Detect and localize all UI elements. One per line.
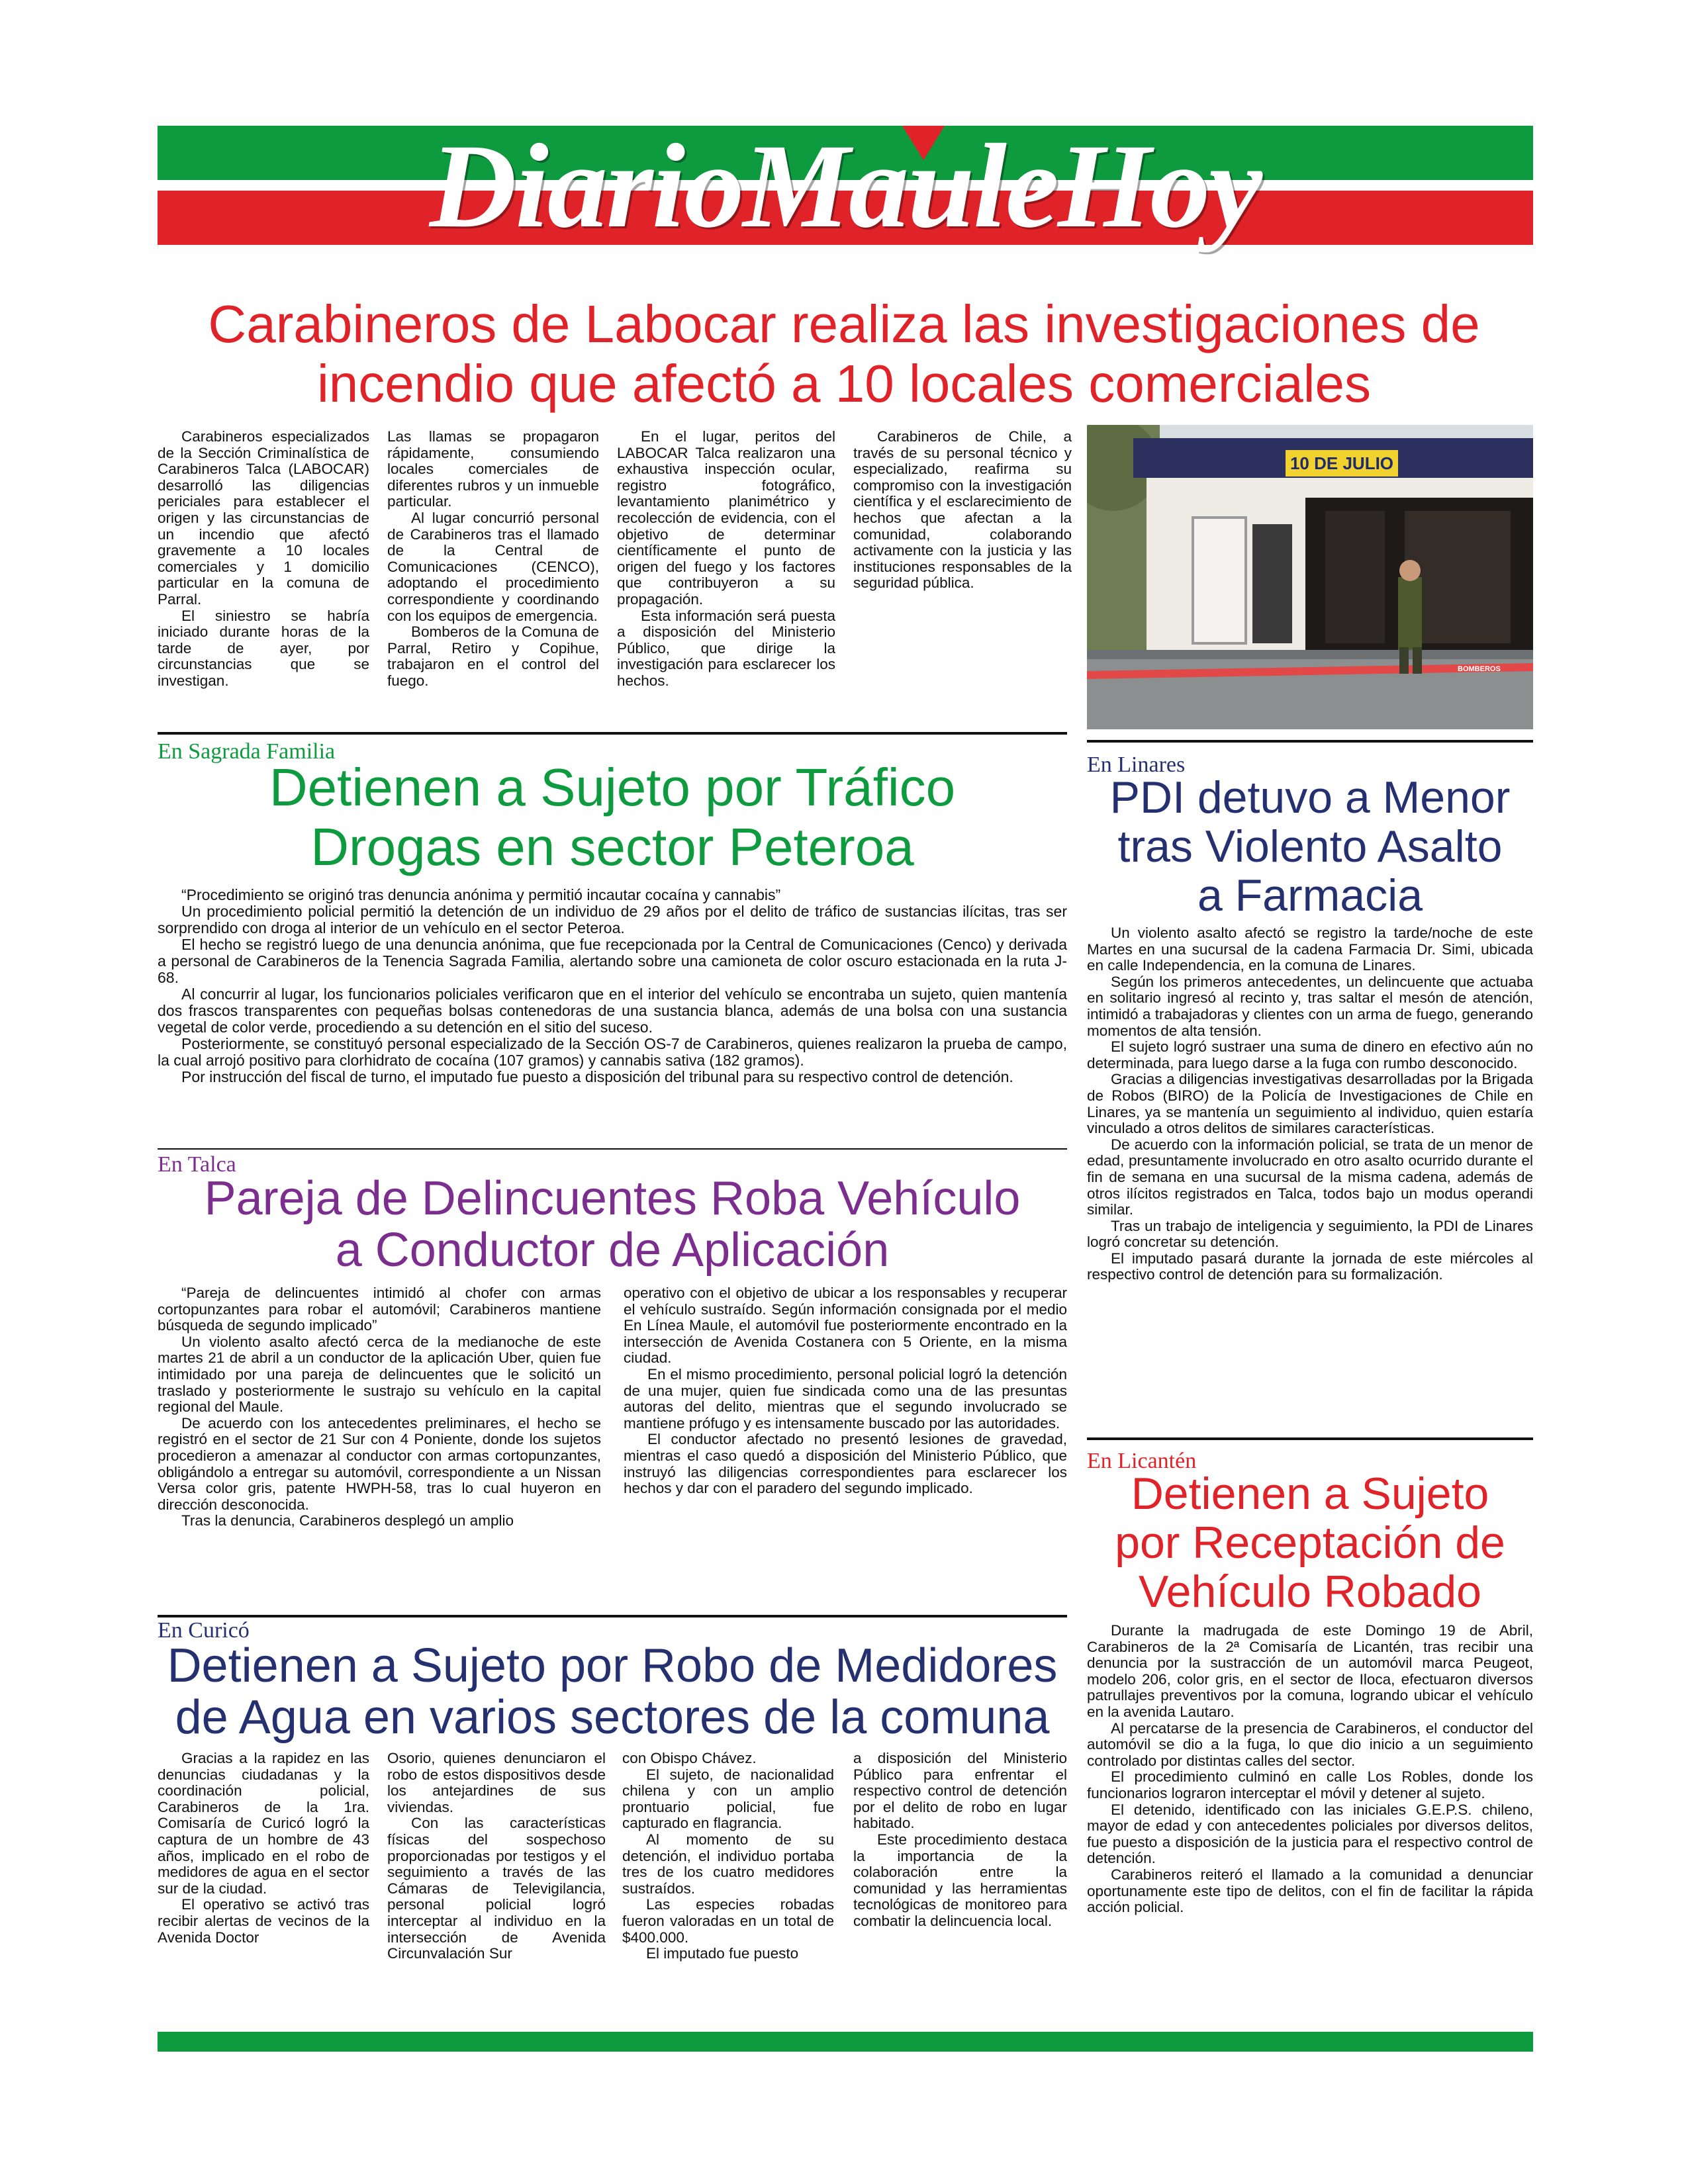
sagrada-rule xyxy=(158,1148,1067,1150)
paragraph: Durante la madrugada de este Domingo 19 de Abril, Carabineros de la 2ª Comisaría de Licantén, tras recibir una denuncia por la sustracción de un automóvil marca Peugeot, modelo 206, color gris, en el sector de Iloca, efectuaron diversos patrullajes preventivos por la comuna, logrando ubicar el vehículo en la avenida Lautaro. xyxy=(1087,1622,1533,1720)
linares-body xyxy=(1087,925,1533,1283)
paragraph: El detenido, identificado con las iniciales G.E.P.S. chileno, mayor de edad y con antecedentes policiales por diversos delitos, fue puesto a disposición de la justicia para el respectivo control de detención. xyxy=(1087,1801,1533,1867)
talca-rule xyxy=(158,1615,1067,1617)
paragraph: Al lugar concurrió personal de Carabineros tras el llamado de la Central de Comunicaciones (CENCO), adoptando el procedimiento correspondiente y coordinando con los equipos de emergencia. xyxy=(387,509,599,624)
paragraph: Gracias a diligencias investigativas desarrolladas por la Brigada de Robos (BIRO) de la Policía de Investigaciones de Chile en Linares, ya se mantenía un seguimiento al individuo, quien estaría vinculado a otros delitos de similares características. xyxy=(1087,1071,1533,1137)
paragraph: Carabineros reiteró el llamado a la comunidad a denunciar oportunamente este tipo de delitos, con el fin de facilitar la rápida acción policial. xyxy=(1087,1866,1533,1916)
paragraph: “Procedimiento se originó tras denuncia anónima y permitió incautar cocaína y cannabis” xyxy=(181,886,781,903)
curico-col-2 xyxy=(387,1751,606,1962)
licanten-kicker: En Licantén xyxy=(1087,1449,1197,1473)
paragraph: Posteriormente, se constituyó personal especializado de la Sección OS-7 de Carabineros, quienes realizaron la prueba de campo, la cual arrojó positivo para clorhidrato de cocaína (107 gramos) y cannabis sativa (182 gramos). xyxy=(158,1035,1067,1069)
licanten-body xyxy=(1087,1623,1533,1916)
paragraph: Al percatarse de la presencia de Carabineros, el conductor del automóvil se dio a la fuga, lo que dio inicio a un seguimiento controlado por distintas calles del sector. xyxy=(1087,1719,1533,1769)
footer-green-bar xyxy=(158,2032,1533,2052)
paragraph: operativo con el objetivo de ubicar a los responsables y recuperar el vehículo sustraído. Según información consignada por el medio En Línea Maule, el automóvil fue posteriormente encontrado en la intersección de Avenida Costanera con 5 Oriente, en la misma ciudad. xyxy=(624,1285,1067,1367)
paragraph: Bomberos de la Comuna de Parral, Retiro y Copihue, trabajaron en el control del fuego. xyxy=(387,623,599,689)
paragraph: Un violento asalto afectó cerca de la medianoche de este martes 21 de abril a un conductor de la aplicación Uber, quien fue intimidado por una pareja de delincuentes que le solicitó un traslado y posteriormente le sustrajo su vehículo en la capital regional del Maule. xyxy=(158,1333,601,1416)
lead-col-3 xyxy=(617,429,835,690)
paragraph: De acuerdo con la información policial, se trata de un menor de edad, presuntamente involucrado en otro asalto ocurrido durante el fin de semana en una sucursal de la misma cadena, además de otros ilícitos registrados en Talca, todos bajo un modus operandi similar. xyxy=(1087,1136,1533,1218)
masthead xyxy=(158,120,1533,253)
masthead-logo: DiarioMauleHoy xyxy=(429,120,1262,253)
lead-rule xyxy=(158,732,1067,735)
photo-sign-text: 10 DE JULIO xyxy=(1289,453,1394,473)
paragraph: El imputado pasará durante la jornada de este miércoles al respectivo control de detención para su formalización. xyxy=(1087,1250,1533,1283)
paragraph: El sujeto, de nacionalidad chilena y con un amplio prontuario policial, fue capturado en flagrancia. xyxy=(622,1766,834,1832)
lead-col-1 xyxy=(158,429,369,690)
paragraph: Al concurrir al lugar, los funcionarios policiales verificaron que en el interior del vehículo se encontraba un sujeto, quien mantenía dos frascos transparentes con pequeñas bolsas contenedoras de una sustancia blanca, además de una bolsa con una sustancia vegetal de color verde, procediendo a su detención en el sitio del suceso. xyxy=(158,985,1067,1036)
paragraph: “Pareja de delincuentes intimidó al chofer con armas cortopunzantes para robar el automóvil; Carabineros mantiene búsqueda de segundo implicado” xyxy=(158,1285,601,1334)
paragraph: Osorio, quienes denunciaron el robo de estos dispositivos desde los antejardines de sus viviendas. xyxy=(387,1750,606,1815)
talca-headline: Pareja de Delincuentes Roba Vehículo a Conductor de Aplicación xyxy=(204,1172,1021,1277)
paragraph: con Obispo Chávez. xyxy=(622,1750,757,1766)
curico-headline: Detienen a Sujeto por Robo de Medidores de Agua en varios sectores de la comuna xyxy=(167,1639,1058,1744)
paragraph: Carabineros especializados de la Sección Criminalística de Carabineros Talca (LABOCAR) desarrolló las diligencias periciales para establecer el origen y las circunstancias de un incendio que afectó gravemente a 10 locales comerciales y 1 domicilio particular en la comuna de Parral. xyxy=(158,428,369,608)
paragraph: Según los primeros antecedentes, un delincuente que actuaba en solitario ingresó al recinto y, tras saltar el mesón de atención, intimidó a trabajadoras y clientes con un arma de fuego, generando momentos de alta tensión. xyxy=(1087,973,1533,1039)
sagrada-headline: Detienen a Sujeto por Tráfico Drogas en sector Peteroa xyxy=(269,758,956,876)
paragraph: El imputado fue puesto xyxy=(646,1945,799,1962)
paragraph: De acuerdo con los antecedentes preliminares, el hecho se registró en el sector de 21 Sur con 4 Poniente, donde los sujetos procedieron a amenazar al conductor con armas cortopunzantes, obligándolo a entregar su automóvil, correspondiente a un Nissan Versa color gris, patente HWPH-58, tras lo cual huyeron en dirección desconocida. xyxy=(158,1414,601,1513)
curico-col-4 xyxy=(853,1751,1067,1930)
curico-col-3 xyxy=(622,1751,834,1962)
lead-headline: Carabineros de Labocar realiza las investigaciones de incendio que afectó a 10 locales comerciales xyxy=(208,295,1480,413)
paragraph: Al momento de su detención, el individuo portaba tres de los cuatro medidores sustraídos. xyxy=(622,1831,834,1897)
paragraph: El conductor afectado no presentó lesiones de gravedad, mientras el caso quedó a disposición del Ministerio Público, que instruyó las diligencias correspondientes para esclarecer los hechos y dar con el paradero del segundo implicado. xyxy=(624,1431,1067,1497)
paragraph: Las especies robadas fueron valoradas en un total de $400.000. xyxy=(622,1896,834,1946)
paragraph: Gracias a la rapidez en las denuncias ciudadanas y la coordinación policial, Carabineros de la 1ra. Comisaría de Curicó logró la captura de un hombre de 43 años, implicado en el robo de medidores de agua en el sector sur de la ciudad. xyxy=(158,1750,369,1897)
curico-col-1 xyxy=(158,1751,369,1946)
paragraph: Un procedimiento policial permitió la detención de un individuo de 29 años por el delito de tráfico de sustancias ilícitas, tras ser sorprendido con droga al interior de un vehículo en el sector Peteroa. xyxy=(158,903,1067,936)
paragraph: Tras un trabajo de inteligencia y seguimiento, la PDI de Linares logró concretar su detención. xyxy=(1087,1217,1533,1251)
paragraph: Carabineros de Chile, a través de su personal técnico y especializado, reafirma su compromiso con la investigación científica y el esclarecimiento de hechos que afectan a la comunidad, colaborando activamente con la justicia y las instituciones responsables de la seguridad pública. xyxy=(853,428,1072,592)
paragraph: En el lugar, peritos del LABOCAR Talca realizaron una exhaustiva inspección ocular, registro fotográfico, levantamiento planimétrico y recolección de evidencia, con el objetivo de determinar científicamente el punto de origen del fuego y los factores que contribuyeron a su propagación. xyxy=(617,428,835,608)
paragraph: El procedimiento culminó en calle Los Robles, donde los funcionarios lograron interceptar el móvil y detener al sujeto. xyxy=(1087,1768,1533,1801)
lead-photo xyxy=(1087,425,1533,729)
sagrada-body xyxy=(158,887,1067,1085)
paragraph: Esta información será puesta a disposición del Ministerio Público, que dirige la investigación para esclarecer los hechos. xyxy=(617,607,835,689)
paragraph: Un violento asalto afectó se registro la tarde/noche de este Martes en una sucursal de la cadena Farmacia Dr. Simi, ubicada en calle Independencia, en la comuna de Linares. xyxy=(1087,925,1533,974)
talca-col-1 xyxy=(158,1285,601,1529)
storefront-illustration xyxy=(1087,425,1533,729)
linares-kicker: En Linares xyxy=(1087,752,1186,777)
licanten-rule xyxy=(1087,1437,1533,1440)
lead-col-2 xyxy=(387,429,599,690)
paragraph: a disposición del Ministerio Público para enfrentar el respectivo control de detención por el delito de robo en lugar habitado. xyxy=(853,1750,1067,1832)
linares-headline: PDI detuvo a Menor tras Violento Asalto a Farmacia xyxy=(1109,772,1511,921)
paragraph: Tras la denuncia, Carabineros desplegó un amplio xyxy=(181,1512,514,1529)
paragraph: El sujeto logró sustraer una suma de dinero en efectivo aún no determinada, para luego darse a la fuga con rumbo desconocido. xyxy=(1087,1038,1533,1071)
paragraph: Por instrucción del fiscal de turno, el imputado fue puesto a disposición del tribunal para su respectivo control de detención. xyxy=(181,1068,1013,1085)
paragraph: El operativo se activó tras recibir alertas de vecinos de la Avenida Doctor xyxy=(158,1896,369,1946)
licanten-headline: Detienen a Sujeto por Receptación de Vehículo Robado xyxy=(1115,1469,1505,1617)
lead-col-4 xyxy=(853,429,1072,592)
curico-kicker: En Curicó xyxy=(158,1618,250,1643)
paragraph: El hecho se registró luego de una denuncia anónima, que fue recepcionada por la Central de Comunicaciones (Cenco) y derivada a personal de Carabineros de la Tenencia Sagrada Familia, alertando sobre una camioneta de color oscuro estacionada en la ruta J-68. xyxy=(158,936,1067,986)
linares-rule xyxy=(1087,740,1533,743)
talca-kicker: En Talca xyxy=(158,1152,236,1177)
sagrada-kicker: En Sagrada Familia xyxy=(158,739,336,764)
paragraph: Este procedimiento destaca la importancia de la colaboración entre la comunidad y las herramientas tecnológicas de monitoreo para combatir la delincuencia local. xyxy=(853,1831,1067,1929)
talca-col-2 xyxy=(624,1285,1067,1497)
paragraph: En el mismo procedimiento, personal policial logró la detención de una mujer, quien fue sindicada como una de las presuntas autoras del delito, mientras que el segundo involucrado se mantiene prófugo y es intensamente buscado por las autoridades. xyxy=(624,1365,1067,1432)
paragraph: Las llamas se propagaron rápidamente, consumiendo locales comerciales de diferentes rubros y un inmueble particular. xyxy=(387,428,599,510)
paragraph: El siniestro se habría iniciado durante horas de la tarde de ayer, por circunstancias que se investigan. xyxy=(158,607,369,689)
paragraph: Con las características físicas del sospechoso proporcionadas por testigos y el seguimiento a través de las Cámaras de Televigilancia, personal policial logró interceptar al individuo en la intersección de Avenida Circunvalación Sur xyxy=(387,1815,606,1962)
photo-tape-text: BOMBEROS xyxy=(1458,665,1501,673)
